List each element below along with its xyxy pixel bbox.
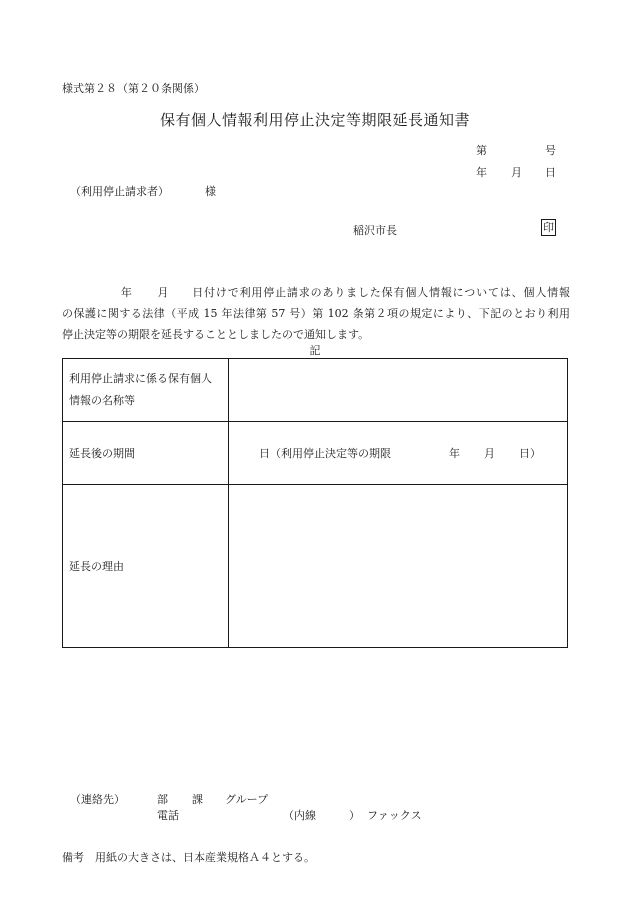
body-year-label: 年: [120, 286, 133, 299]
remarks: 備考 用紙の大きさは、日本産業規格Ａ４とする。: [62, 851, 315, 864]
period-year-label: 年: [449, 447, 460, 460]
table-row-reason: [63, 485, 568, 648]
reason-value[interactable]: [229, 485, 568, 648]
contact-label: （連絡先）: [70, 793, 125, 806]
body-month-label: 月: [156, 286, 170, 299]
table-row-info-name: [63, 359, 568, 422]
info-name-label-line-2: 情報の名称等: [69, 394, 135, 407]
extended-period-value[interactable]: [229, 422, 568, 485]
doc-number-suffix: 号: [545, 144, 556, 157]
info-name-value[interactable]: [229, 359, 568, 422]
notice-body-line-3: 停止決定等の期限を延長することとしましたので通知します。: [62, 328, 370, 341]
seal-mark: 印: [543, 221, 554, 234]
document-title: 保有個人情報利用停止決定等期限延長通知書: [159, 111, 470, 129]
contact-extension-label: （内線 ）: [283, 809, 360, 822]
period-deadline-label: （利用停止決定等の期限: [270, 447, 391, 460]
date-month-label: 月: [511, 166, 522, 179]
info-name-label-line-1: 利用停止請求に係る保有個人: [69, 372, 212, 385]
table-row-extended-period: [63, 422, 568, 485]
period-month-label: 月: [484, 447, 495, 460]
period-day-label: 日: [259, 447, 270, 460]
extended-period-label: 延長後の期間: [63, 422, 229, 485]
ki-heading: 記: [309, 344, 321, 357]
contact-ka: 課: [192, 793, 203, 806]
info-name-label: [63, 359, 229, 422]
contact-bu: 部: [157, 793, 168, 806]
addressee-label: （利用停止請求者）: [70, 185, 169, 198]
notice-body-line-2: の保護に関する法律（平成 15 年法律第 57 号）第 102 条第２項の規定により、下記のとおり利用: [62, 307, 570, 320]
addressee-honorific: 様: [205, 185, 216, 198]
doc-number-prefix: 第: [476, 144, 487, 157]
date-day-label: 日: [545, 166, 556, 179]
notice-body-line-1: [62, 282, 570, 303]
issuer-name: 稲沢市長: [353, 224, 397, 237]
detail-table: [62, 358, 568, 648]
contact-department: [157, 791, 268, 807]
contact-phone-label: 電話: [157, 809, 179, 822]
reason-label: 延長の理由: [63, 485, 229, 648]
date-year-label: 年: [476, 166, 487, 179]
form-number: 様式第２８（第２０条関係）: [62, 82, 205, 95]
contact-fax-label: ファックス: [367, 809, 422, 822]
contact-group: グループ: [225, 793, 269, 806]
body-line-1-text: 日付けで利用停止請求のありました保有個人情報については、個人情報: [191, 286, 571, 299]
notice-body: [62, 282, 570, 345]
period-day-end-label: 日）: [519, 447, 541, 460]
